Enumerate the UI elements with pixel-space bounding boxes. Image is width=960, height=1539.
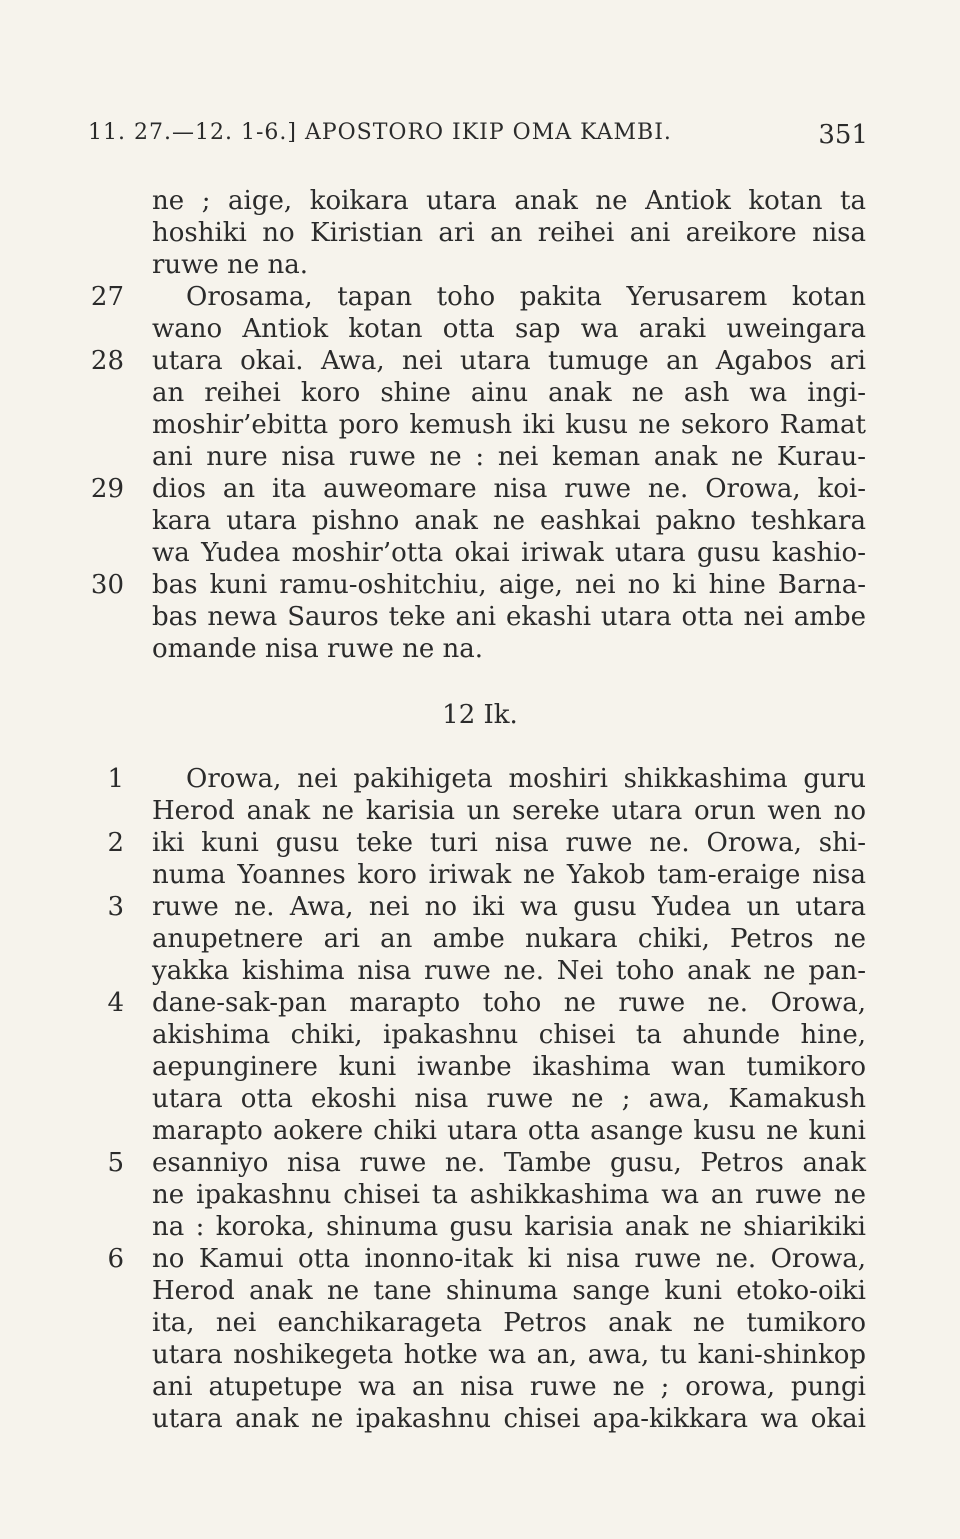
verse-number: 5 bbox=[107, 1148, 124, 1178]
text-line: wano Antiok kotan otta sap wa araki uweingara bbox=[152, 314, 866, 344]
text-line: yakka kishima nisa ruwe ne. Nei toho anak ne pan- bbox=[152, 956, 866, 986]
text-line: esanniyo nisa ruwe ne. Tambe gusu, Petros anak bbox=[152, 1148, 866, 1178]
text-line: akishima chiki, ipakashnu chisei ta ahunde hine, bbox=[152, 1020, 866, 1050]
verse-number: 6 bbox=[107, 1244, 124, 1274]
text-line: ani nure nisa ruwe ne : nei keman anak ne Kurau- bbox=[152, 442, 866, 472]
text-line: bas newa Sauros teke ani ekashi utara otta nei ambe bbox=[152, 602, 866, 632]
text-line: an reihei koro shine ainu anak ne ash wa ingi- bbox=[152, 378, 866, 408]
text-line: kara utara pishno anak ne eashkai pakno teshkara bbox=[152, 506, 866, 536]
text-line: hoshiki no Kiristian ari an reihei ani areikore nisa bbox=[152, 218, 866, 248]
verse-number: 28 bbox=[90, 346, 124, 376]
text-line: utara anak ne ipakashnu chisei apa-kikkara wa okai bbox=[152, 1404, 866, 1434]
text-line: utara noshikegeta hotke wa an, awa, tu kani-shinkop bbox=[152, 1340, 866, 1370]
text-line: ani atupetupe wa an nisa ruwe ne ; orowa, pungi bbox=[152, 1372, 866, 1402]
verse-number: 1 bbox=[107, 764, 124, 794]
text-line: na : koroka, shinuma gusu karisia anak ne shiarikiki bbox=[152, 1212, 866, 1242]
text-line: anupetnere ari an ambe nukara chiki, Petros ne bbox=[152, 924, 866, 954]
text-line: Orosama, tapan toho pakita Yerusarem kotan bbox=[186, 282, 866, 312]
text-line: ne ; aige, koikara utara anak ne Antiok kotan ta bbox=[152, 186, 866, 216]
text-line: ruwe ne. Awa, nei no iki wa gusu Yudea un utara bbox=[152, 892, 866, 922]
verse-number: 4 bbox=[107, 988, 124, 1018]
text-line: ne ipakashnu chisei ta ashikkashima wa an ruwe ne bbox=[152, 1180, 866, 1210]
running-head: 11. 27.—12. 1-6.] APOSTORO IKIP OMA KAMBI. bbox=[88, 120, 672, 145]
verse-number: 3 bbox=[107, 892, 124, 922]
text-line: dane-sak-pan marapto toho ne ruwe ne. Orowa, bbox=[152, 988, 866, 1018]
text-line: no Kamui otta inonno-itak ki nisa ruwe ne. Orowa, bbox=[152, 1244, 866, 1274]
text-line: utara okai. Awa, nei utara tumuge an Agabos ari bbox=[152, 346, 866, 376]
text-line: bas kuni ramu-oshitchiu, aige, nei no ki hine Barna- bbox=[152, 570, 866, 600]
text-line: moshir’ebitta poro kemush iki kusu ne sekoro Ramat bbox=[152, 410, 866, 440]
verse-number: 30 bbox=[90, 570, 124, 600]
page-number: 351 bbox=[818, 120, 868, 150]
text-line: Herod anak ne tane shinuma sange kuni etoko-oiki bbox=[152, 1276, 866, 1306]
chapter-heading: 12 Ik. bbox=[442, 700, 518, 730]
verse-number: 27 bbox=[90, 282, 124, 312]
text-line: numa Yoannes koro iriwak ne Yakob tam-eraige nisa bbox=[152, 860, 866, 890]
text-line: ruwe ne na. bbox=[152, 250, 308, 280]
text-line: dios an ita auweomare nisa ruwe ne. Orowa, koi- bbox=[152, 474, 866, 504]
text-line: Orowa, nei pakihigeta moshiri shikkashima guru bbox=[186, 764, 866, 794]
text-line: wa Yudea moshir’otta okai iriwak utara gusu kashio- bbox=[152, 538, 866, 568]
page-header bbox=[88, 120, 868, 156]
text-line: aepunginere kuni iwanbe ikashima wan tumikoro bbox=[152, 1052, 866, 1082]
text-line: marapto aokere chiki utara otta asange kusu ne kuni bbox=[152, 1116, 866, 1146]
text-line: omande nisa ruwe ne na. bbox=[152, 634, 484, 664]
verse-number: 29 bbox=[90, 474, 124, 504]
text-line: iki kuni gusu teke turi nisa ruwe ne. Orowa, shi- bbox=[152, 828, 866, 858]
verse-number: 2 bbox=[107, 828, 124, 858]
text-line: Herod anak ne karisia un sereke utara orun wen no bbox=[152, 796, 866, 826]
text-line: utara otta ekoshi nisa ruwe ne ; awa, Kamakush bbox=[152, 1084, 866, 1114]
text-line: ita, nei eanchikarageta Petros anak ne tumikoro bbox=[152, 1308, 866, 1338]
